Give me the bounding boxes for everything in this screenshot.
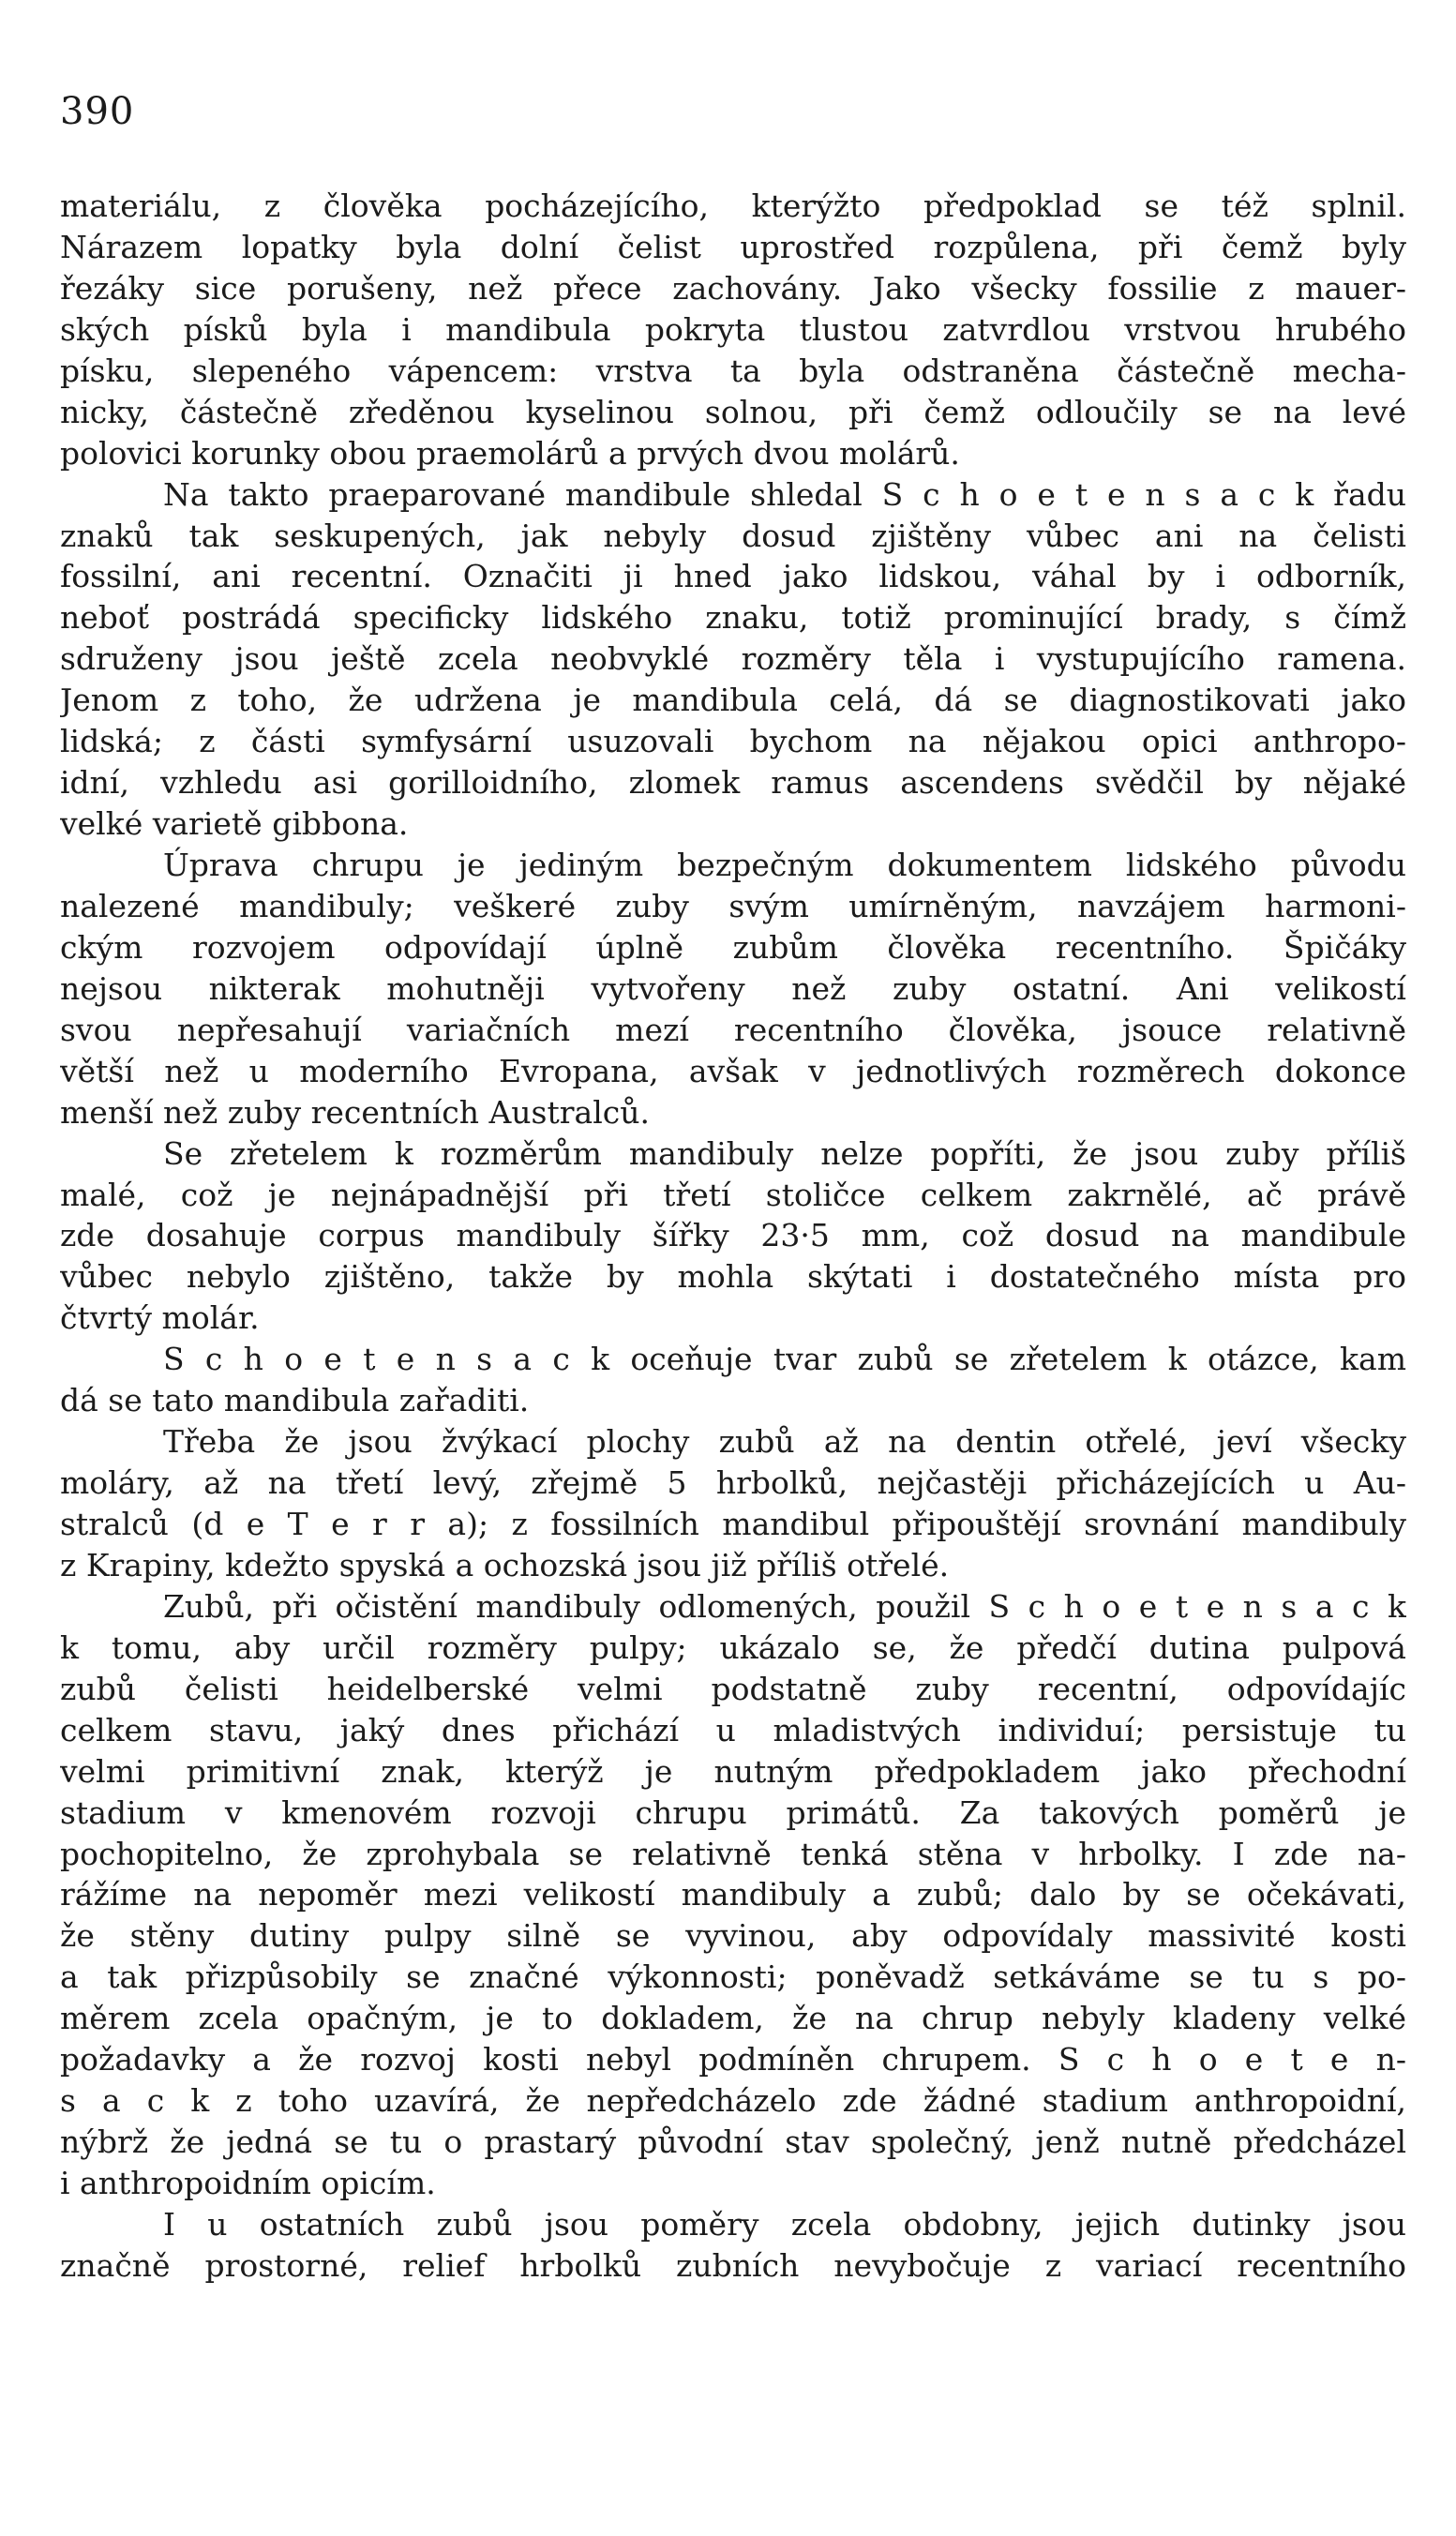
- text-line: stralců (d e T e r r a); z fossilních mandibul připouštějí srovnání mandibuly: [60, 1506, 1406, 1542]
- text-line: sdruženy jsou ještě zcela neobvyklé rozměry těla i vystupujícího ramena.: [60, 640, 1406, 678]
- text-line: lidská; z části symfysární usuzovali bychom na nějakou opici anthropo-: [60, 723, 1406, 760]
- text-line: s a c k z toho uzavírá, že nepředcházelo zde žádné stadium anthropoidní,: [60, 2082, 1406, 2120]
- text-line: Zubů, při očistění mandibuly odlomených, použil S c h o e t e n s a c k: [163, 1587, 1406, 1625]
- text-line: nalezené mandibuly; veškeré zuby svým umírněným, navzájem harmoni-: [60, 887, 1406, 924]
- text-line: ských písků byla i mandibula pokryta tlustou zatvrdlou vrstvou hrubého: [60, 310, 1406, 348]
- text-line: nýbrž že jedná se tu o prastarý původní stav společný, jenž nutně předcházel: [60, 2123, 1406, 2161]
- text-line: neboť postrádá specificky lidského znaku, totiž prominující brady, s čímž: [60, 599, 1406, 637]
- paragraph: [60, 2204, 1406, 2287]
- paragraph: [60, 186, 1406, 474]
- body-text: [60, 186, 1406, 2287]
- text-line: nejsou nikterak mohutněji vytvořeny než zuby ostatní. Ani velikostí: [60, 969, 1406, 1007]
- text-line: a tak přizpůsobily se značné výkonnosti; poněvadž setkáváme se tu s po-: [60, 1958, 1406, 1996]
- text-line: Na takto praeparované mandibule shledal S c h o e t e n s a c k řadu: [163, 475, 1406, 513]
- text-line: měrem zcela opačným, je to dokladem, že na chrup nebyly kladeny velké: [60, 2000, 1406, 2037]
- text-line: písku, slepeného vápencem: vrstva ta byla odstraněna částečně mecha-: [60, 352, 1406, 389]
- paragraph: [60, 1339, 1406, 1421]
- text-line: svou nepřesahují variačních mezí recentního člověka, jsouce relativně: [60, 1011, 1406, 1048]
- text-line: polovici korunky obou praemolárů a prvých dvou molárů.: [60, 434, 960, 472]
- paragraph: [60, 1586, 1406, 2204]
- text-line: ckým rozvojem odpovídají úplně zubům člověka recentního. Špičáky: [60, 928, 1406, 966]
- text-line: řezáky sice porušeny, než přece zachovány. Jako všecky fossilie z mauer-: [60, 269, 1406, 307]
- text-line: značně prostorné, relief hrbolků zubních nevybočuje z variací recentního: [60, 2246, 1406, 2284]
- text-line: idní, vzhledu asi gorilloidního, zlomek ramus ascendens svědčil by nějaké: [60, 764, 1406, 802]
- text-line: Úprava chrupu je jediným bezpečným dokumentem lidského původu: [163, 847, 1406, 883]
- text-line: k tomu, aby určil rozměry pulpy; ukázalo se, že předčí dutina pulpová: [60, 1628, 1406, 1666]
- text-line: vůbec nebylo zjištěno, takže by mohla skýtati i dostatečného místa pro: [60, 1258, 1406, 1296]
- text-line: stadium v kmenovém rozvoji chrupu primátů. Za takových poměrů je: [60, 1793, 1406, 1831]
- text-line: nicky, částečně zředěnou kyselinou solnou, při čemž odloučily se na levé: [60, 393, 1406, 430]
- text-line: Se zřetelem k rozměrům mandibuly nelze popříti, že jsou zuby příliš: [163, 1134, 1406, 1172]
- text-line: znaků tak seskupených, jak nebyly dosud zjištěny vůbec ani na čelisti: [60, 517, 1406, 554]
- page-number: 390: [60, 90, 135, 133]
- text-line: čtvrtý molár.: [60, 1299, 260, 1337]
- text-line: celkem stavu, jaký dnes přichází u mladistvých individuí; persistuje tu: [60, 1711, 1406, 1748]
- text-line: že stěny dutiny pulpy silně se vyvinou, aby odpovídaly massivité kosti: [60, 1917, 1406, 1955]
- text-line: i anthropoidním opicím.: [60, 2165, 436, 2201]
- text-line: Jenom z toho, že udržena je mandibula celá, dá se diagnostikovati jako: [60, 682, 1406, 719]
- text-line: moláry, až na třetí levý, zřejmě 5 hrbolků, nejčastěji přicházejících u Au-: [60, 1464, 1406, 1502]
- text-line: větší než u moderního Evropana, avšak v jednotlivých rozměrech dokonce: [60, 1052, 1406, 1089]
- text-line: velké varietě gibbona.: [60, 805, 409, 843]
- text-line: z Krapiny, kdežto spyská a ochozská jsou již příliš otřelé.: [60, 1546, 950, 1583]
- text-line: velmi primitivní znak, kterýž je nutným předpokladem jako přechodní: [60, 1752, 1406, 1790]
- text-line: S c h o e t e n s a c k oceňuje tvar zubů se zřetelem k otázce, kam: [163, 1341, 1406, 1378]
- text-line: Nárazem lopatky byla dolní čelist uprostřed rozpůlena, při čemž byly: [60, 228, 1406, 265]
- text-line: menší než zuby recentních Australců.: [60, 1093, 650, 1131]
- text-line: Třeba že jsou žvýkací plochy zubů až na dentin otřelé, jeví všecky: [163, 1423, 1406, 1461]
- text-line: pochopitelno, že zprohybala se relativně tenká stěna v hrbolky. I zde na-: [60, 1835, 1406, 1872]
- text-line: I u ostatních zubů jsou poměry zcela obdobny, jejich dutinky jsou: [163, 2205, 1406, 2243]
- text-line: požadavky a že rozvoj kosti nebyl podmíněn chrupem. S c h o e t e n-: [60, 2041, 1406, 2078]
- paragraph: [60, 1133, 1406, 1340]
- text-line: materiálu, z člověka pocházejícího, kterýžto předpoklad se též splnil.: [60, 188, 1406, 224]
- paragraph: [60, 845, 1406, 1133]
- text-line: zubů čelisti heidelberské velmi podstatně zuby recentní, odpovídajíc: [60, 1670, 1406, 1707]
- text-line: fossilní, ani recentní. Označiti ji hned jako lidskou, váhal by i odborník,: [60, 558, 1406, 595]
- text-line: dá se tato mandibula zařaditi.: [60, 1382, 530, 1419]
- text-line: rážíme na nepoměr mezi velikostí mandibuly a zubů; dalo by se očekávati,: [60, 1876, 1406, 1913]
- text-line: malé, což je nejnápadnější při třetí stoličce celkem zakrnělé, ač právě: [60, 1176, 1406, 1213]
- paragraph: [60, 1421, 1406, 1586]
- paragraph: [60, 474, 1406, 845]
- text-line: zde dosahuje corpus mandibuly šířky 23·5 mm, což dosud na mandibule: [60, 1217, 1406, 1254]
